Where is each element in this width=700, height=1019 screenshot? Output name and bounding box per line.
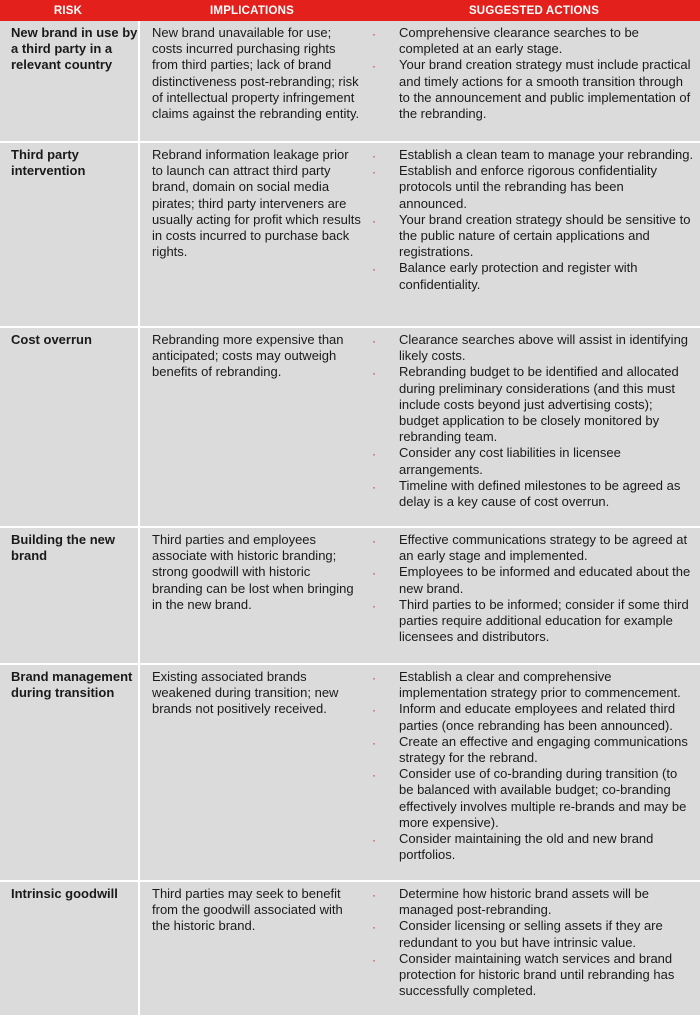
action-item xyxy=(368,951,694,1000)
implications-cell: Rebrand information leakage prior to launch can attract third party brand, domain on social media pirates; third party interveners are usually acting for profit which results in costs incurred to purchase back rights. xyxy=(138,143,368,326)
action-item xyxy=(368,147,694,163)
table-body xyxy=(0,21,700,1017)
bullet-icon: · xyxy=(372,888,376,902)
action-text: Effective communications strategy to be agreed at an early stage and implemented. xyxy=(399,532,688,564)
action-item xyxy=(368,25,694,57)
implications-cell: Rebranding more expensive than anticipated; costs may outweigh benefits of rebranding. xyxy=(138,328,368,526)
action-text: Third parties to be informed; consider if some third parties require additional education for example licensees and distributors. xyxy=(399,596,689,645)
action-text: Establish a clear and comprehensive implementation strategy prior to commencement. xyxy=(399,669,681,701)
actions-list xyxy=(368,886,694,999)
bullet-icon: · xyxy=(372,447,376,462)
bullet-icon: · xyxy=(372,952,376,967)
action-item xyxy=(368,831,694,863)
table-row xyxy=(0,528,700,665)
action-item xyxy=(368,701,694,733)
action-text: Create an effective and engaging communications strategy for the rebrand. xyxy=(399,733,688,766)
implications-cell: Existing associated brands weakened during transition; new brands not positively received. xyxy=(138,665,368,880)
bullet-icon: · xyxy=(372,27,376,41)
table-row xyxy=(0,882,700,1017)
bullet-icon: · xyxy=(372,920,376,935)
action-text: Consider maintaining the old and new brand portfolios. xyxy=(399,831,654,863)
bullet-icon: · xyxy=(372,334,376,348)
bullet-icon: · xyxy=(372,59,376,74)
header-actions: SUGGESTED ACTIONS xyxy=(468,4,600,17)
action-text: Establish and enforce rigorous confidentiality protocols until the rebranding has been announced. xyxy=(399,163,657,211)
implications-cell: New brand unavailable for use; costs incurred purchasing rights from third parties; lack of brand distinctiveness post-rebranding; risk of intellectual property infringement claims against the rebranding entity. xyxy=(138,21,368,141)
action-text: Consider licensing or selling assets if they are redundant to you but have intrinsic value. xyxy=(399,918,663,950)
action-item xyxy=(368,163,694,212)
action-item xyxy=(368,597,694,646)
action-text: Rebranding budget to be identified and allocated during preliminary considerations (and this must include costs beyond just advertising costs); budget application to be closely monitored by rebranding team. xyxy=(399,364,679,445)
bullet-icon: · xyxy=(372,735,376,750)
actions-list xyxy=(368,25,694,122)
actions-cell xyxy=(368,528,700,663)
action-item xyxy=(368,364,694,445)
actions-cell xyxy=(368,665,700,880)
risk-cell: Intrinsic goodwill xyxy=(11,886,118,901)
action-item xyxy=(368,532,694,564)
action-text: Comprehensive clearance searches to be completed at an early stage. xyxy=(399,25,639,57)
action-item xyxy=(368,564,694,596)
action-item xyxy=(368,734,694,766)
action-text: Consider any cost liabilities in licensee arrangements. xyxy=(399,445,621,477)
action-text: Clearance searches above will assist in identifying likely costs. xyxy=(399,332,689,364)
bullet-icon: · xyxy=(372,213,376,228)
bullet-icon: · xyxy=(372,833,376,848)
bullet-icon: · xyxy=(372,534,376,548)
action-item xyxy=(368,445,694,477)
action-item xyxy=(368,886,694,918)
table-row xyxy=(0,143,700,328)
bullet-icon: · xyxy=(372,598,376,613)
actions-cell xyxy=(368,882,700,1015)
action-item xyxy=(368,478,694,510)
bullet-icon: · xyxy=(372,566,376,581)
header-risk: RISK xyxy=(53,4,83,17)
action-text: Determine how historic brand assets will be managed post-rebranding. xyxy=(399,886,649,918)
action-text: Consider use of co-branding during transition (to be balanced with available budget; co-branding effectively involves multiple re-brands and may be more expensive). xyxy=(399,766,687,830)
action-text: Your brand creation strategy should be sensitive to the public nature of certain applications and registrations. xyxy=(399,211,691,260)
table-row xyxy=(0,21,700,143)
risk-cell: Cost overrun xyxy=(11,332,92,347)
action-item xyxy=(368,260,694,292)
risk-cell: Building the new brand xyxy=(11,532,115,564)
table-header xyxy=(0,0,700,21)
action-text: Establish a clean team to manage your rebranding. xyxy=(399,147,694,162)
bullet-icon: · xyxy=(372,149,376,163)
action-item xyxy=(368,332,694,364)
action-text: Your brand creation strategy must include practical and timely actions for a smooth transition through to the announcement and public implementation of the rebranding. xyxy=(399,57,691,122)
action-item xyxy=(368,212,694,261)
actions-cell xyxy=(368,328,700,526)
action-text: Employees to be informed and educated about the new brand. xyxy=(399,564,691,596)
action-item xyxy=(368,766,694,831)
action-text: Inform and educate employees and related third parties (once rebranding has been announced). xyxy=(399,701,676,733)
action-text: Timeline with defined milestones to be agreed as delay is a key cause of cost overrun. xyxy=(399,477,681,510)
table-row xyxy=(0,328,700,528)
implications-cell: Third parties and employees associate with historic branding; strong goodwill with historic branding can be lost when bringing in the new brand. xyxy=(138,528,368,663)
bullet-icon: · xyxy=(372,479,376,494)
risk-cell: Third party intervention xyxy=(11,147,86,179)
risk-cell: Brand management during transition xyxy=(11,669,133,701)
actions-list xyxy=(368,147,694,293)
actions-list xyxy=(368,332,694,510)
action-text: Consider maintaining watch services and brand protection for historic brand until rebranding has successfully completed. xyxy=(399,950,675,999)
action-item xyxy=(368,669,694,701)
bullet-icon: · xyxy=(372,671,376,685)
action-item xyxy=(368,918,694,950)
actions-cell xyxy=(368,143,700,326)
bullet-icon: · xyxy=(372,768,376,783)
actions-list xyxy=(368,532,694,645)
header-implications: IMPLICATIONS xyxy=(210,4,294,17)
actions-list xyxy=(368,669,694,863)
table-row xyxy=(0,665,700,882)
actions-cell xyxy=(368,21,700,141)
bullet-icon: · xyxy=(372,165,376,180)
bullet-icon: · xyxy=(372,262,376,277)
bullet-icon: · xyxy=(372,703,376,718)
action-text: Balance early protection and register with confidentiality. xyxy=(399,260,638,292)
bullet-icon: · xyxy=(372,366,376,381)
action-item xyxy=(368,57,694,122)
risk-cell: New brand in use by a third party in a relevant country xyxy=(11,25,138,73)
implications-cell: Third parties may seek to benefit from the goodwill associated with the historic brand. xyxy=(138,882,368,1015)
